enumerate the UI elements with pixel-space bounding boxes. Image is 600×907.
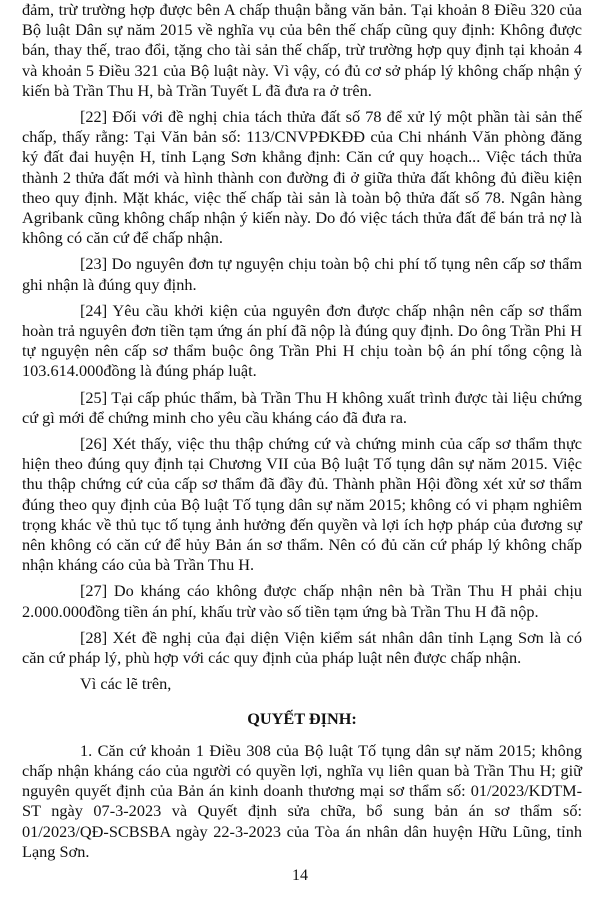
paragraph-23: [23] Do nguyên đơn tự nguyện chịu toàn bộ chi phí tố tụng nên cấp sơ thẩm ghi nhận là đúng quy định.	[22, 254, 582, 294]
paragraph-continuation: đảm, trừ trường hợp được bên A chấp thuận bằng văn bản. Tại khoản 8 Điều 320 của Bộ luật Dân sự năm 2015 về nghĩa vụ của bên thế chấp cũng quy định: Không được bán, thay thế, trao đổi, tặng cho tài sản thế chấp, trừ trường hợp quy định tại khoản 4 và khoản 5 Điều 321 của Bộ luật này. Vì vậy, có đủ cơ sở pháp lý không chấp nhận ý kiến bà Trần Thu H, bà Trần Tuyết L đã đưa ra ở trên.	[22, 0, 582, 100]
page-number: 14	[292, 867, 308, 884]
paragraph-28: [28] Xét đề nghị của đại diện Viện kiểm sát nhân dân tỉnh Lạng Sơn là có căn cứ pháp lý, phù hợp với các quy định của pháp luật nên được chấp nhận.	[22, 627, 582, 668]
paragraph-24: [24] Yêu cầu khởi kiện của nguyên đơn được chấp nhận nên cấp sơ thẩm hoàn trả nguyên đơn tiền tạm ứng án phí đã nộp là đúng quy định. Do ông Trần Phi H tự nguyện nên cấp sơ thẩm buộc ông Trần Phi H chịu toàn bộ án phí tổng cộng là 103.614.000đồng là đúng pháp luật.	[22, 300, 582, 381]
paragraph-26: [26] Xét thấy, việc thu thập chứng cứ và chứng minh của cấp sơ thẩm thực hiện theo đúng quy định tại Chương VII của Bộ luật Tố tụng dân sự năm 2015. Việc thu thập chứng cứ của cấp sơ thẩm đã đầy đủ. Thành phần Hội đồng xét xử sơ thẩm đúng theo quy định của Bộ luật Tố tụng dân sự năm 2015; không có vi phạm nghiêm trọng khác về thủ tục tố tụng ảnh hưởng đến quyền và lợi ích hợp pháp của đương sự nên không có căn cứ để hủy Bản án sơ thẩm. Nên có đủ căn cứ pháp lý không chấp nhận kháng cáo của bà Trần Thu H.	[22, 434, 582, 575]
paragraph-25: [25] Tại cấp phúc thẩm, bà Trần Thu H không xuất trình được tài liệu chứng cứ gì mới để chứng minh cho yêu cầu kháng cáo đã đưa ra.	[22, 387, 582, 427]
paragraph-22: [22] Đối với đề nghị chia tách thửa đất số 78 để xử lý một phần tài sản thế chấp, thấy rằng: Tại Văn bản số: 113/CNVPĐKĐĐ của Chi nhánh Văn phòng đăng ký đất đai huyện H, tỉnh Lạng Sơn khẳng định: Căn cứ quy hoạch... Việc tách thửa thành 2 thửa đất mới và hình thành con đường đi ở giữa thửa đất không đủ điều kiện theo quy định. Mặt khác, việc thế chấp tài sản là toàn bộ thửa đất số 78. Ngân hàng Agribank cũng không chấp nhận ý kiến này. Do đó việc tách thửa đất để bán trả nợ là không có căn cứ để chấp nhận.	[22, 107, 582, 248]
paragraph-27: [27] Do kháng cáo không được chấp nhận nên bà Trần Thu H phải chịu 2.000.000đồng tiền án phí, khấu trừ vào số tiền tạm ứng bà Trần Thu H đã nộp.	[22, 581, 582, 621]
decision-heading: QUYẾT ĐỊNH:	[247, 708, 357, 728]
decision-item-1: 1. Căn cứ khoản 1 Điều 308 của Bộ luật Tố tụng dân sự năm 2015; không chấp nhận kháng cáo của người có quyền lợi, nghĩa vụ liên quan bà Trần Thu H; giữ nguyên quyết định của Bản án kinh doanh thương mại sơ thẩm số: 01/2023/KDTM-ST ngày 07-3-2023 và Quyết định sửa chữa, bổ sung bản án sơ thẩm số: 01/2023/QĐ-SCBSBA ngày 22-3-2023 của Tòa án nhân dân huyện Hữu Lũng, tỉnh Lạng Sơn.	[22, 740, 582, 861]
paragraph-closing: Vì các lẽ trên,	[80, 674, 172, 694]
document-body	[22, 0, 582, 868]
